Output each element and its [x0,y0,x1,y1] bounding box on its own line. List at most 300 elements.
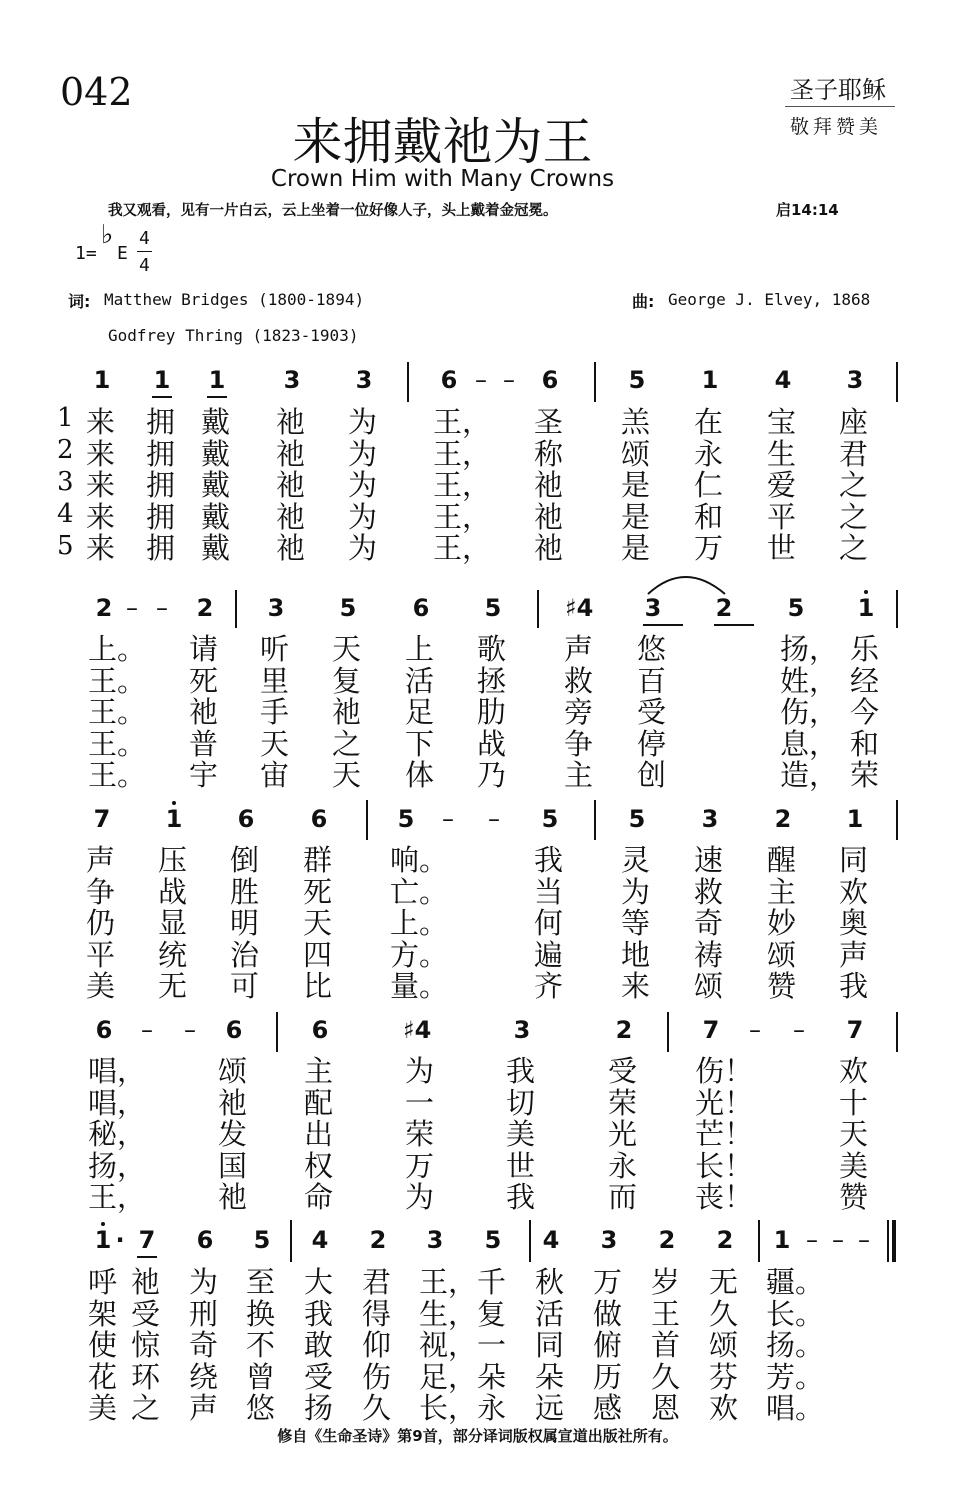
lyric-syllable: 悠 [637,632,667,666]
lyric-syllable: 颂 [767,937,797,972]
lyric-syllable: 戴 [201,499,231,534]
lyric-syllable: 足 [405,695,435,729]
lyric-syllable: 受 [637,695,667,729]
note: 6 [311,1016,329,1044]
lyric-syllable: 拯 [477,663,507,698]
lyric-syllable: 万 [694,531,724,565]
note: 3 [701,805,719,833]
lyric-syllable: 平 [767,499,797,534]
lyric-syllable: 戴 [201,531,231,565]
sustain-dash: – [749,1016,761,1044]
eighth-underline [137,1256,157,1258]
note: · [115,1226,125,1254]
lyric-syllable: 主 [767,874,797,909]
sustain-dash: – [488,805,500,833]
note: 3 [426,1226,444,1254]
lyric-syllable: 荣 [405,1117,435,1151]
lyric-syllable: 岁 [651,1265,681,1299]
high-octave-dot [101,1222,105,1226]
lyric-syllable: 上。 [88,632,147,666]
lyric-syllable: 十 [839,1085,869,1120]
barline [529,1220,531,1262]
note: ♯4 [565,594,594,622]
verse-number-2: 2 [57,435,74,465]
time-signature-line [137,251,152,252]
lyric-syllable: 我 [506,1180,536,1214]
lyric-syllable: 光 [608,1117,638,1151]
lyric-syllable: 戴 [201,405,231,439]
lyric-syllable: 大 [304,1265,334,1299]
lyric-syllable: 架 [88,1296,118,1331]
lyric-syllable: 我 [506,1054,536,1088]
note: 3 [644,594,662,622]
lyric-syllable: 长！ [695,1148,754,1183]
lyric-syllable: 美 [506,1117,536,1151]
lyric-syllable: 主 [564,758,594,792]
lyric-syllable: 长。 [766,1296,825,1331]
note: 5 [628,366,646,394]
lyric-syllable: 万 [405,1148,435,1183]
note: 1 [846,805,864,833]
lyric-syllable: 一 [477,1328,507,1362]
lyric-syllable: 胜 [230,874,260,909]
category-subtitle: 敬拜赞美 [790,116,883,138]
lyric-syllable: 权 [304,1148,334,1183]
lyric-syllable: 拥 [146,468,176,502]
lyric-syllable: 声 [189,1391,219,1425]
lyric-syllable: 王， [433,405,492,439]
lyric-syllable: 为 [348,405,378,439]
lyric-syllable: 祂 [534,468,564,502]
note: 2 [615,1016,633,1044]
lyric-syllable: 久 [362,1391,392,1425]
lyric-syllable: 遍 [534,937,564,972]
lyrics-label: 词: [68,292,91,311]
lyric-syllable: 芬 [709,1359,739,1394]
lyric-syllable: 丧！ [695,1180,754,1214]
lyric-syllable: 切 [506,1085,536,1120]
lyric-syllable: 扬， [88,1148,147,1183]
lyric-syllable: 至 [246,1265,276,1299]
lyric-syllable: 换 [246,1296,276,1331]
barline [366,800,368,840]
note: 7 [138,1226,156,1254]
note: 1 [208,366,226,394]
sustain-dash: – [793,1016,805,1044]
lyric-syllable: 等 [621,906,651,940]
lyric-syllable: 颂 [694,969,724,1003]
lyric-syllable: 呼 [88,1265,118,1299]
note: 2 [196,594,214,622]
note: 3 [846,366,864,394]
lyric-syllable: 可 [230,969,260,1003]
title-cn: 来拥戴祂为王 [292,113,593,171]
lyric-syllable: 祂 [276,531,306,565]
lyric-syllable: 请 [189,632,219,666]
lyric-syllable: 君 [362,1265,392,1299]
lyric-syllable: 来 [621,969,651,1003]
lyric-syllable: 同 [535,1328,565,1362]
lyric-syllable: 地 [621,937,651,972]
lyric-syllable: 世 [506,1148,536,1183]
sustain-dash: – [858,1226,870,1254]
lyric-syllable: 伤！ [695,1054,754,1088]
barline [235,590,237,628]
lyric-syllable: 治 [230,937,260,972]
scripture: 我又观看，见有一片白云，云上坐着一位好像人子，头上戴着金冠冕。 [108,203,558,219]
lyricist-1: Matthew Bridges (1800-1894) [104,290,365,309]
note: 6 [310,805,328,833]
lyric-syllable: 祂 [332,695,362,729]
lyric-syllable: 赞 [839,1180,869,1214]
lyric-syllable: 千 [477,1265,507,1299]
eighth-underline [643,624,683,626]
lyric-syllable: 仁 [694,468,724,502]
lyric-syllable: 配 [304,1085,334,1120]
sustain-dash: – [126,594,138,622]
lyric-syllable: 齐 [534,969,564,1003]
lyric-syllable: 颂 [621,436,651,471]
lyric-syllable: 刑 [189,1296,219,1331]
lyric-syllable: 扬 [304,1391,334,1425]
lyric-syllable: 上 [405,632,435,666]
lyric-syllable: 祂 [189,695,219,729]
final-barline-thick [892,1220,896,1262]
lyric-syllable: 天 [839,1117,869,1151]
note: 3 [355,366,373,394]
lyric-syllable: 奇 [694,906,724,940]
lyric-syllable: 天 [303,906,333,940]
note: 6 [95,1016,113,1044]
lyric-syllable: 创 [637,758,667,792]
lyric-syllable: 王， [433,468,492,502]
note: 1 [165,805,183,833]
barline [407,362,409,402]
lyric-syllable: 当 [534,874,564,909]
sustain-dash: – [442,805,454,833]
lyric-syllable: 朵 [535,1359,565,1394]
note: 2 [369,1226,387,1254]
lyric-syllable: 复 [477,1296,507,1331]
lyric-syllable: 出 [304,1117,334,1151]
lyric-syllable: 天 [260,726,290,761]
key-note: E [117,243,128,264]
note: 5 [397,805,415,833]
lyric-syllable: 王， [88,1180,147,1214]
lyric-syllable: 争 [86,874,116,909]
barline [896,1012,898,1052]
lyric-syllable: 百 [637,663,667,698]
lyric-syllable: 花 [88,1359,118,1394]
sustain-dash: – [156,594,168,622]
lyric-syllable: 无 [158,969,188,1003]
lyric-syllable: 拥 [146,405,176,439]
hymn-number: 042 [60,70,133,114]
lyric-syllable: 之 [131,1391,161,1425]
lyric-syllable: 倒 [230,843,260,877]
key-prefix: 1= [75,243,97,264]
scripture-ref: 启14:14 [776,201,839,219]
lyric-syllable: 宝 [767,405,797,439]
lyric-syllable: 视， [419,1328,478,1362]
flat-sign: ♭ [101,220,114,250]
lyric-syllable: 乃 [477,758,507,792]
lyric-syllable: 生 [767,436,797,471]
lyric-syllable: 祷 [694,937,724,972]
lyric-syllable: 平 [86,937,116,972]
note: 7 [846,1016,864,1044]
lyric-syllable: 而 [608,1180,638,1214]
sustain-dash: – [184,1016,196,1044]
lyric-syllable: 祂 [218,1180,248,1214]
lyricist-2: Godfrey Thring (1823-1903) [108,326,359,345]
lyric-syllable: 称 [534,436,564,471]
lyric-syllable: 奇 [189,1328,219,1362]
lyric-syllable: 赞 [767,969,797,1003]
lyric-syllable: 首 [651,1328,681,1362]
verse-number-1: 1 [57,403,74,433]
lyric-syllable: 同 [839,843,869,877]
lyric-syllable: 体 [405,758,435,792]
lyric-syllable: 敢 [304,1328,334,1362]
note: 4 [542,1226,560,1254]
lyric-syllable: 羔 [621,405,651,439]
lyric-syllable: 为 [348,499,378,534]
lyric-syllable: 祂 [276,405,306,439]
lyric-syllable: 上。 [390,906,449,940]
lyric-syllable: 受 [131,1296,161,1331]
lyric-syllable: 扬， [780,632,839,666]
lyric-syllable: 君 [839,436,869,471]
lyric-syllable: 响。 [390,843,449,877]
lyric-syllable: 生， [419,1296,478,1331]
lyric-syllable: 颂 [709,1328,739,1362]
lyric-syllable: 为 [348,468,378,502]
lyric-syllable: 座 [839,405,869,439]
barline [276,1012,278,1052]
lyric-syllable: 仰 [362,1328,392,1362]
note: 3 [267,594,285,622]
note: 3 [283,366,301,394]
lyric-syllable: 之 [839,531,869,565]
lyric-syllable: 永 [694,436,724,471]
note: 1 [94,1226,112,1254]
lyric-syllable: 长， [419,1391,478,1425]
lyric-syllable: 妙 [767,906,797,940]
lyric-syllable: 久 [651,1359,681,1394]
note: 4 [311,1226,329,1254]
lyric-syllable: 环 [131,1359,161,1394]
lyric-syllable: 王。 [88,758,147,792]
lyric-syllable: 肋 [477,695,507,729]
lyric-syllable: 歌 [477,632,507,666]
note: 5 [484,1226,502,1254]
lyric-syllable: 王。 [88,726,147,761]
lyric-syllable: 为 [348,436,378,471]
lyric-syllable: 国 [218,1148,248,1183]
lyric-syllable: 在 [694,405,724,439]
lyric-syllable: 久 [709,1296,739,1331]
note: 1 [153,366,171,394]
lyric-syllable: 秋 [535,1265,565,1299]
lyric-syllable: 四 [303,937,333,972]
verse-number-5: 5 [57,531,74,561]
lyric-syllable: 活 [405,663,435,698]
lyric-syllable: 量。 [390,969,449,1003]
lyric-syllable: 王， [419,1265,478,1299]
music-label: 曲: [632,292,655,311]
lyric-syllable: 里 [260,663,290,698]
lyric-syllable: 是 [621,531,651,565]
lyric-syllable: 戴 [201,468,231,502]
note: 5 [787,594,805,622]
time-signature-bottom: 4 [139,255,150,276]
lyric-syllable: 争 [564,726,594,761]
lyric-syllable: 醒 [767,843,797,877]
sustain-dash: – [475,366,487,394]
lyric-syllable: 美 [839,1148,869,1183]
lyric-syllable: 天 [332,758,362,792]
sustain-dash: – [832,1226,844,1254]
barline [594,362,596,402]
lyric-syllable: 亡。 [390,874,449,909]
title-en: Crown Him with Many Crowns [270,166,615,192]
barline [896,590,898,628]
verse-number-3: 3 [57,467,74,497]
lyric-syllable: 方。 [390,937,449,972]
note: 1 [701,366,719,394]
note: 5 [484,594,502,622]
lyric-syllable: 显 [158,906,188,940]
lyric-syllable: 恩 [651,1391,681,1425]
lyric-syllable: 速 [694,843,724,877]
eighth-underline [152,396,172,398]
lyric-syllable: 伤， [780,695,839,729]
note: ♯4 [403,1016,432,1044]
lyric-syllable: 扬。 [766,1328,825,1362]
composer: George J. Elvey, 1868 [668,290,871,309]
lyric-syllable: 旁 [564,695,594,729]
lyric-syllable: 奥 [839,906,869,940]
lyric-syllable: 声 [839,937,869,972]
lyric-syllable: 秘， [88,1117,147,1151]
lyric-syllable: 祂 [276,436,306,471]
lyric-syllable: 祂 [131,1265,161,1299]
lyric-syllable: 和 [850,726,880,761]
lyric-syllable: 感 [593,1391,623,1425]
eighth-underline [207,396,227,398]
lyric-syllable: 颂 [218,1054,248,1088]
lyric-syllable: 王， [433,499,492,534]
barline [896,800,898,840]
note: 3 [513,1016,531,1044]
eighth-underline [714,624,754,626]
lyric-syllable: 群 [303,843,333,877]
note: 6 [412,594,430,622]
lyric-syllable: 伤 [362,1359,392,1394]
lyric-syllable: 荣 [850,758,880,792]
lyric-syllable: 听 [260,632,290,666]
lyric-syllable: 之 [839,499,869,534]
lyric-syllable: 我 [534,843,564,877]
lyric-syllable: 命 [304,1180,334,1214]
lyric-syllable: 拥 [146,499,176,534]
lyric-syllable: 造， [780,758,839,792]
sustain-dash: – [503,366,515,394]
lyric-syllable: 活 [535,1296,565,1331]
lyric-syllable: 戴 [201,436,231,471]
time-signature-top: 4 [139,228,150,249]
lyric-syllable: 来 [86,436,116,471]
lyric-syllable: 救 [694,874,724,909]
barline [667,1012,669,1052]
lyric-syllable: 曾 [246,1359,276,1394]
lyric-syllable: 祂 [276,499,306,534]
lyric-syllable: 比 [303,969,333,1003]
lyric-syllable: 永 [477,1391,507,1425]
lyric-syllable: 经 [850,663,880,698]
lyric-syllable: 荣 [608,1085,638,1120]
lyric-syllable: 欢 [709,1391,739,1425]
lyric-syllable: 受 [304,1359,334,1394]
footer-note: 修自《生命圣诗》第9首，部分译词版权属宣道出版社所有。 [277,1427,678,1445]
lyric-syllable: 爱 [767,468,797,502]
lyric-syllable: 仍 [86,906,116,940]
lyric-syllable: 手 [260,695,290,729]
note: 5 [253,1226,271,1254]
lyric-syllable: 远 [535,1391,565,1425]
note: 2 [774,805,792,833]
note: 5 [628,805,646,833]
lyric-syllable: 祂 [534,499,564,534]
lyric-syllable: 是 [621,499,651,534]
lyric-syllable: 压 [158,843,188,877]
lyric-syllable: 光！ [695,1085,754,1120]
lyric-syllable: 是 [621,468,651,502]
lyric-syllable: 一 [405,1085,435,1120]
lyric-syllable: 宇 [189,758,219,792]
lyric-syllable: 今 [850,695,880,729]
lyric-syllable: 普 [189,726,219,761]
lyric-syllable: 来 [86,405,116,439]
lyric-syllable: 乐 [850,632,880,666]
note: 1 [773,1226,791,1254]
lyric-syllable: 天 [332,632,362,666]
lyric-syllable: 悠 [246,1391,276,1425]
note: 7 [93,805,111,833]
lyric-syllable: 来 [86,468,116,502]
lyric-syllable: 发 [218,1117,248,1151]
note: 2 [716,1226,734,1254]
lyric-syllable: 芒！ [695,1117,754,1151]
final-barline-thin [887,1220,889,1262]
lyric-syllable: 战 [158,874,188,909]
lyric-syllable: 和 [694,499,724,534]
lyric-syllable: 为 [348,531,378,565]
slur [645,568,730,596]
barline [290,1220,292,1262]
lyric-syllable: 为 [405,1054,435,1088]
note: 1 [857,594,875,622]
verse-number-4: 4 [57,499,74,529]
lyric-syllable: 祂 [534,531,564,565]
lyric-syllable: 来 [86,499,116,534]
note: 6 [196,1226,214,1254]
lyric-syllable: 统 [158,937,188,972]
lyric-syllable: 绕 [189,1359,219,1394]
lyric-syllable: 受 [608,1054,638,1088]
lyric-syllable: 王 [651,1296,681,1331]
